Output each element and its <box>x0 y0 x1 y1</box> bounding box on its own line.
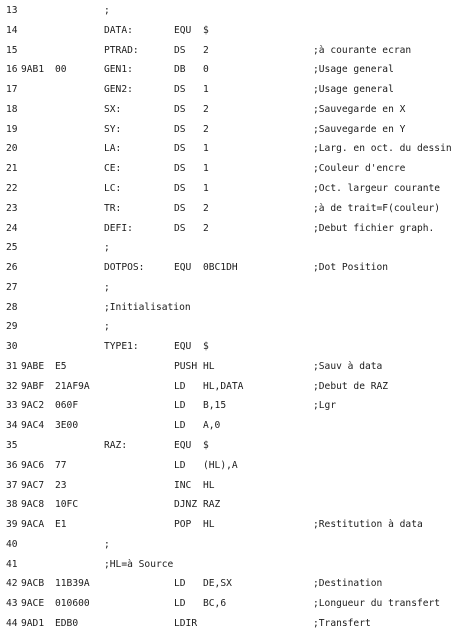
listing-line <box>0 199 457 219</box>
listing-line <box>0 139 457 159</box>
machine-code: 11B39A <box>55 578 90 590</box>
comment: ;Larg. en oct. du dessin <box>313 143 452 155</box>
listing-line <box>0 278 457 298</box>
label: ; <box>104 5 110 16</box>
label: TR: <box>104 202 122 214</box>
machine-code: EDB0 <box>55 617 79 629</box>
listing-line <box>0 219 457 239</box>
comment: ;Debut de RAZ <box>313 380 389 392</box>
operand: BC,6 <box>203 598 227 610</box>
operand: HL <box>203 479 215 491</box>
address: 9ACE <box>21 598 45 610</box>
opcode: DS <box>174 44 186 56</box>
operand: 1 <box>203 182 209 194</box>
line-number: 16 <box>6 64 18 76</box>
line-number: 36 <box>6 459 18 471</box>
opcode: DS <box>174 222 186 234</box>
comment: ;Sauvegarde en X <box>313 103 406 115</box>
listing-line <box>0 535 457 555</box>
operand: HL,DATA <box>203 380 244 392</box>
label: GEN2: <box>104 84 133 96</box>
comment: ;Sauv à data <box>313 360 383 372</box>
address: 9ACA <box>21 519 45 530</box>
line-number: 39 <box>6 519 18 530</box>
line-number: 34 <box>6 420 18 432</box>
opcode: DS <box>174 163 186 175</box>
comment: ;Transfert <box>313 617 371 629</box>
opcode: DJNZ <box>174 499 198 511</box>
comment: ;Usage general <box>313 64 394 76</box>
comment: ;Longueur du transfert <box>313 598 441 610</box>
operand: 2 <box>203 44 209 56</box>
address: 9AC8 <box>21 499 45 511</box>
line-number: 30 <box>6 341 18 353</box>
comment: ;Usage general <box>313 84 394 96</box>
machine-code: 10FC <box>55 499 79 511</box>
comment: ;à courante ecran <box>313 44 412 56</box>
operand: DE,SX <box>203 578 232 590</box>
opcode: EQU <box>174 262 192 273</box>
comment: ;Sauvegarde en Y <box>313 123 406 135</box>
comment: ;Debut fichier graph. <box>313 222 435 234</box>
label: CE: <box>104 163 122 175</box>
comment: ;Restitution à data <box>313 519 423 530</box>
opcode: EQU <box>174 24 192 36</box>
label: DEFI: <box>104 222 133 234</box>
operand: 2 <box>203 123 209 135</box>
machine-code: 77 <box>55 459 67 471</box>
listing-line <box>0 41 457 61</box>
label: DATA: <box>104 24 133 36</box>
address: 9AC4 <box>21 420 45 432</box>
label: RAZ: <box>104 439 128 451</box>
operand: $ <box>203 341 209 353</box>
operand: RAZ <box>203 499 221 511</box>
comment: ;Couleur d'encre <box>313 163 406 175</box>
listing-line <box>0 436 457 456</box>
operand: 1 <box>203 84 209 96</box>
operand: 2 <box>203 202 209 214</box>
line-number: 20 <box>6 143 18 155</box>
listing-line <box>0 179 457 199</box>
machine-code: 00 <box>55 64 67 76</box>
line-number: 17 <box>6 84 18 96</box>
machine-code: 060F <box>55 400 79 412</box>
listing-line <box>0 80 457 100</box>
operand: HL <box>203 519 215 530</box>
opcode: LD <box>174 598 186 610</box>
line-number: 27 <box>6 281 18 293</box>
label: ;HL=à Source <box>104 558 174 570</box>
listing-line <box>0 337 457 357</box>
address: 9AC6 <box>21 459 45 471</box>
opcode: LD <box>174 380 186 392</box>
operand: $ <box>203 439 209 451</box>
machine-code: E5 <box>55 360 67 372</box>
line-number: 40 <box>6 538 18 550</box>
listing-line <box>0 258 457 278</box>
listing-line <box>0 60 457 80</box>
listing-line <box>0 1 457 21</box>
label: ; <box>104 281 110 293</box>
opcode: DS <box>174 84 186 96</box>
machine-code: 010600 <box>55 598 90 610</box>
operand: 0BC1DH <box>203 262 238 273</box>
machine-code: 3E00 <box>55 420 79 432</box>
listing-line <box>0 377 457 397</box>
line-number: 37 <box>6 479 18 491</box>
opcode: PUSH <box>174 360 198 372</box>
line-number: 33 <box>6 400 18 412</box>
line-number: 14 <box>6 24 18 36</box>
label: TYPE1: <box>104 341 139 353</box>
listing-line <box>0 21 457 41</box>
opcode: DS <box>174 202 186 214</box>
listing-line <box>0 555 457 575</box>
listing-line <box>0 614 457 634</box>
opcode: DS <box>174 103 186 115</box>
label: DOTPOS: <box>104 262 145 273</box>
address: 9ABF <box>21 380 45 392</box>
address: 9ABE <box>21 360 45 372</box>
listing-line <box>0 416 457 436</box>
operand: (HL),A <box>203 459 238 471</box>
listing-line <box>0 476 457 496</box>
operand: 1 <box>203 163 209 175</box>
address: 9AD1 <box>21 617 45 629</box>
machine-code: E1 <box>55 519 67 530</box>
line-number: 29 <box>6 321 18 333</box>
line-number: 31 <box>6 360 18 372</box>
listing-line <box>0 515 457 535</box>
listing-line <box>0 594 457 614</box>
line-number: 19 <box>6 123 18 135</box>
opcode: LD <box>174 420 186 432</box>
operand: A,0 <box>203 420 221 432</box>
opcode: EQU <box>174 439 192 451</box>
operand: $ <box>203 24 209 36</box>
operand: HL <box>203 360 215 372</box>
label: ; <box>104 538 110 550</box>
line-number: 18 <box>6 103 18 115</box>
listing-line <box>0 456 457 476</box>
line-number: 23 <box>6 202 18 214</box>
address: 9AC2 <box>21 400 45 412</box>
operand: 1 <box>203 143 209 155</box>
listing-line <box>0 495 457 515</box>
opcode: DS <box>174 182 186 194</box>
operand: B,15 <box>203 400 227 412</box>
line-number: 28 <box>6 301 18 313</box>
line-number: 25 <box>6 242 18 254</box>
label: PTRAD: <box>104 44 139 56</box>
listing-line <box>0 396 457 416</box>
listing-line <box>0 159 457 179</box>
opcode: DS <box>174 123 186 135</box>
line-number: 44 <box>6 617 18 629</box>
address: 9AB1 <box>21 64 45 76</box>
line-number: 24 <box>6 222 18 234</box>
line-number: 42 <box>6 578 18 590</box>
line-number: 32 <box>6 380 18 392</box>
comment: ;Oct. largeur courante <box>313 182 441 194</box>
address: 9AC7 <box>21 479 45 491</box>
opcode: INC <box>174 479 192 491</box>
opcode: EQU <box>174 341 192 353</box>
opcode: LD <box>174 400 186 412</box>
line-number: 13 <box>6 5 18 16</box>
listing-line <box>0 574 457 594</box>
listing-line <box>0 100 457 120</box>
listing-line <box>0 317 457 337</box>
label: GEN1: <box>104 64 133 76</box>
label: SX: <box>104 103 122 115</box>
opcode: DS <box>174 143 186 155</box>
machine-code: 23 <box>55 479 67 491</box>
line-number: 35 <box>6 439 18 451</box>
label: ; <box>104 242 110 254</box>
opcode: POP <box>174 519 192 530</box>
label: SY: <box>104 123 122 135</box>
listing-line <box>0 238 457 258</box>
line-number: 21 <box>6 163 18 175</box>
listing-line <box>0 120 457 140</box>
line-number: 22 <box>6 182 18 194</box>
line-number: 38 <box>6 499 18 511</box>
listing-line <box>0 298 457 318</box>
comment: ;Lgr <box>313 400 337 412</box>
label: ; <box>104 321 110 333</box>
address: 9ACB <box>21 578 45 590</box>
comment: ;Destination <box>313 578 383 590</box>
label: LA: <box>104 143 122 155</box>
comment: ;Dot Position <box>313 262 389 273</box>
machine-code: 21AF9A <box>55 380 90 392</box>
label: LC: <box>104 182 122 194</box>
opcode: LDIR <box>174 617 198 629</box>
comment: ;à de trait=F(couleur) <box>313 202 441 214</box>
line-number: 26 <box>6 262 18 273</box>
label: ;Initialisation <box>104 301 191 313</box>
line-number: 15 <box>6 44 18 56</box>
line-number: 41 <box>6 558 18 570</box>
opcode: LD <box>174 578 186 590</box>
line-number: 43 <box>6 598 18 610</box>
opcode: LD <box>174 459 186 471</box>
operand: 0 <box>203 64 209 76</box>
listing-line <box>0 357 457 377</box>
operand: 2 <box>203 222 209 234</box>
operand: 2 <box>203 103 209 115</box>
opcode: DB <box>174 64 186 76</box>
